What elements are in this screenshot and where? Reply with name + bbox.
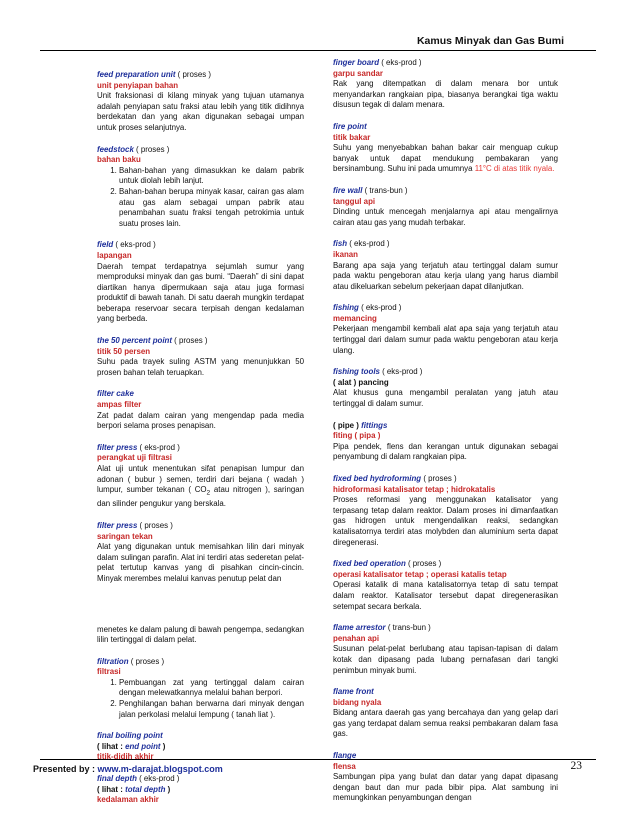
- entry-definition: Alat uji untuk menentukan sifat penapisan lumpur dan adonan ( bubur ) semen, terdiri dari bejana ( wadah ) lumpur, sumber tekanan ( $CO_2$ atau nitrogen ), saringan dan silinder pengukur yang berskala.: [97, 464, 304, 509]
- entry-translation: perangkat uji filtrasi: [97, 453, 172, 463]
- entry-final-depth: [97, 774, 304, 806]
- entry-term: finger board: [333, 58, 380, 67]
- entry-category: ( eks-prod ): [137, 442, 180, 452]
- page-number: 23: [570, 760, 582, 772]
- entry-term: filter press: [97, 520, 138, 530]
- footer-divider: [40, 759, 596, 760]
- entry-definition: Suhu yang menyebabkan bahan bakar cair menguap cukup banyak untuk dapat mendukung pembakaran yang bersinambung. Suhu ini pada umumnya 11°C di atas titik nyala.: [333, 143, 558, 174]
- entry-see-also: ( lihat : total depth ): [97, 784, 171, 794]
- footer-link[interactable]: www.m-darajat.blogspot.com: [97, 764, 223, 774]
- entry-term: feed preparation unit: [97, 70, 176, 79]
- highlighted-text: 11°C di atas titik nyala.: [474, 164, 555, 174]
- entry-category: ( eks-prod ): [379, 58, 422, 67]
- entry-filter-press-eks-prod: [97, 443, 304, 510]
- entry-translation: fiting ( pipa ): [333, 431, 381, 441]
- entry-term: fish: [333, 239, 348, 249]
- entry-translation: lapangan: [97, 250, 132, 260]
- entry-category: ( proses ): [137, 520, 173, 530]
- entry-definition: Alat khusus guna mengambil peralatan yang jatuh atau tertinggal di dalam sumur.: [333, 388, 558, 409]
- entry-term: final depth: [97, 774, 137, 784]
- entry-definition-list: [97, 166, 304, 230]
- entry-fishing-tools: [333, 367, 558, 409]
- entry-translation: titik-didih akhir: [97, 752, 154, 762]
- list-item: 1. Pembuangan zat yang tertinggal dalam cairan dengan melewatkannya melalui bahan berpori.: [119, 678, 304, 699]
- entry-term: field: [97, 240, 114, 250]
- entry-term: filter cake: [97, 389, 134, 399]
- entry-category: ( proses ): [128, 656, 165, 666]
- list-item: 2. Bahan-bahan berupa minyak kasar, cairan gas alam atau gas alam sebagai umpan pabrik atau penambahan suatu fraksi tengah petrokimia untuk suatu proses lain.: [119, 187, 304, 229]
- entry-term: final boiling point: [97, 731, 163, 741]
- entry-term: the 50 percent point: [97, 336, 172, 346]
- entry-category: ( eks-prod ): [379, 367, 423, 377]
- entry-translation: unit penyiapan bahan: [97, 80, 179, 90]
- entry-definition: Rak yang ditempatkan di dalam menara bor untuk menyandarkan rangkaian pipa, biasanya berangkai tiga waktu disusun tegak di dalam menara.: [333, 79, 558, 110]
- entry-category: ( trans-bun ): [385, 623, 431, 633]
- entry-term: flange: [333, 751, 357, 761]
- page-header-title: Kamus Minyak dan Gas Bumi: [416, 35, 564, 47]
- entry-category: ( proses ): [171, 336, 208, 346]
- entry-filter-press-proses: [97, 521, 304, 646]
- entry-definition-continued: menetes ke dalam palung di bawah pengempa, sedangkan lilin tertinggal di dalam pelat.: [97, 624, 304, 645]
- header-divider: [40, 50, 596, 51]
- entry-definition: Susunan pelat-pelat berlubang atau tapisan-tapisan di dalam kotak dan dipasang pada lubang pernafasan dari tangki penimbun minyak bumi.: [333, 644, 558, 675]
- entry-see-also: ( lihat : end point ): [97, 741, 166, 751]
- entry-translation: saringan tekan: [97, 531, 153, 541]
- entry-definition: Proses reformasi yang menggunakan katalisator yang terpasang tetap dalam reaktor. Dalam proses ini dimanfaatkan gas hidrogen untuk mengendalikan reaksi, sedangkan katalisatornya terdiri atas molybden dan aluminium serta dapat diregenerasi.: [333, 495, 558, 547]
- entry-definition: Dinding untuk mencegah menjalarnya api atau mengalirnya cairan atau gas yang mudah terbakar.: [333, 207, 558, 227]
- entry-definition: Sambungan pipa yang bulat dan datar yang dapat dipasang dengan baut dan mur pada bibir pipa. Alat sambung ini memungkinkan penyambungan dengan: [333, 772, 558, 803]
- entry-category: ( eks-prod ): [347, 239, 390, 249]
- entry-term: fire point: [333, 121, 367, 131]
- entry-definition: Operasi katalik di mana katalisatornya tetap di satu tempat dalam reaktor. Katalisator tersebut dapat diregenerasikan setempat secara berkala.: [333, 580, 558, 611]
- entry-field: [97, 240, 304, 325]
- entry-term: fixed bed hydroforming: [333, 474, 422, 483]
- entry-definition: Barang apa saja yang terjatuh atau tertinggal dalam sumur pada waktu pengeboran atau kerja ulang yang harus diambil atau dikeluarkan sebelum pekerjaan dapat dilanjutkan.: [333, 260, 558, 291]
- entry-translation: memancing: [333, 313, 377, 323]
- entry-fish: [333, 239, 558, 292]
- entry-translation: bidang nyala: [333, 697, 382, 707]
- entry-flame-front: [333, 687, 558, 740]
- entry-definition: Suhu pada trayek suling ASTM yang menunjukkan 50 prosen bahan telah teruapkan.: [97, 357, 304, 377]
- list-item: 2. Penghilangan bahan berwarna dari minyak dengan jalan perkolasi melalui lempung ( tanah liat ).: [119, 699, 304, 720]
- entry-category: ( proses ): [133, 144, 170, 154]
- entry-translation: ( alat ) pancing: [333, 377, 389, 387]
- entry-category: ( proses ): [421, 474, 457, 483]
- footer: [33, 764, 223, 774]
- entry-term-prefix: ( pipe ): [333, 420, 362, 430]
- entry-category: ( eks-prod ): [113, 240, 156, 250]
- entry-translation: titik 50 persen: [97, 346, 151, 356]
- entry-category: ( eks-prod ): [358, 303, 402, 313]
- entry-translation: ampas filter: [97, 400, 142, 410]
- entry-filtration: [97, 657, 304, 721]
- entry-translation: operasi katalisator tetap ; operasi katalis tetap: [333, 569, 507, 579]
- entry-finger-board: [333, 58, 558, 111]
- entry-term: filter press: [97, 442, 138, 452]
- right-column: [333, 58, 558, 815]
- subscript: 2: [206, 489, 211, 497]
- entry-pipe-fittings: [333, 421, 558, 463]
- entry-definition: Pekerjaan mengambil kembali alat apa saja yang terjatuh atau tertinggal dari dalam sumur pada waktu pengeboran atau kerja ulang.: [333, 324, 558, 355]
- entry-flame-arrestor: [333, 623, 558, 676]
- entry-term: fishing: [333, 303, 359, 313]
- entry-translation: garpu sandar: [333, 68, 383, 78]
- entry-term: fittings: [361, 420, 388, 430]
- entry-fixed-bed-operation: [333, 559, 558, 612]
- entry-fixed-bed-hydroforming: [333, 474, 558, 548]
- entry-definition: Zat padat dalam cairan yang mengendap pada media berpori selama proses penapisan.: [97, 410, 304, 431]
- entry-fire-wall: [333, 186, 558, 228]
- entry-translation: flensa: [333, 761, 356, 771]
- entry-filter-cake: [97, 389, 304, 431]
- entry-term: fire wall: [333, 185, 363, 195]
- entry-category: ( proses ): [175, 70, 211, 79]
- entry-term: feedstock: [97, 144, 134, 154]
- entry-category: ( trans-bun ): [362, 185, 408, 195]
- entry-translation: penahan api: [333, 633, 380, 643]
- entry-term: fishing tools: [333, 367, 380, 377]
- entry-translation: hidroformasi katalisator tetap ; hidrokatalis: [333, 484, 496, 494]
- entry-translation: bahan baku: [97, 155, 141, 165]
- footer-label: Presented by :: [33, 764, 96, 774]
- entry-fire-point: [333, 122, 558, 175]
- entry-translation: filtrasi: [97, 667, 121, 677]
- entry-50-percent-point: [97, 336, 304, 378]
- entry-term: flame front: [333, 687, 374, 697]
- entry-fishing: [333, 303, 558, 356]
- list-item: 1. Bahan-bahan yang dimasukkan ke dalam pabrik untuk diolah lebih lanjut.: [119, 166, 304, 187]
- entry-definition: Daerah tempat terdapatnya sejumlah sumur yang memproduksi minyak dan gas bumi. “Daerah” di sini dapat diartikan hanya dipermukaan saja atau juga formasi produktif di bawah tanah. Di satu daerah mungkin terdapat beberapa reservoar secara terpisah dengan kedalaman yang berbeda.: [97, 261, 304, 324]
- entry-definition: Unit fraksionasi di kilang minyak yang tujuan utamanya adalah penyiapan satu fraksi atau lebih yang titik didihnya berdekatan dan yang akan digunakan sebagai umpan untuk proses selanjutnya.: [97, 91, 304, 132]
- entry-term: filtration: [97, 656, 129, 666]
- entry-feed-preparation-unit: [97, 70, 304, 134]
- entry-definition: Alat yang digunakan untuk memisahkan lilin dari minyak dalam sulingan parafin. Alat ini terdiri atas sederetan pelat-pelat tertutup kanvas yang di pisahkan cincin-cincin. Minyak merembes melalui kanvas penutup pelat dan: [97, 542, 304, 583]
- left-column: [97, 70, 304, 817]
- entry-term: fixed bed operation: [333, 559, 406, 569]
- entry-category: ( proses ): [405, 559, 442, 569]
- entry-translation: kedalaman akhir: [97, 795, 159, 805]
- entry-definition-list: [97, 678, 304, 720]
- entry-translation: tanggul api: [333, 196, 376, 206]
- blank-gap: [97, 585, 304, 625]
- entry-translation: ikanan: [333, 249, 358, 259]
- entry-term: flame arrestor: [333, 623, 386, 633]
- entry-definition: Bidang antara daerah gas yang bercahaya dan yang gelap dari gas yang terdapat dalam semua reaksi pembakaran dalam fasa gas.: [333, 708, 558, 739]
- entry-definition: Pipa pendek, flens dan kerangan untuk digunakan sebagai penyambung di dalam rangkaian pipa.: [333, 441, 558, 462]
- entry-category: ( eks-prod ): [136, 774, 180, 784]
- entry-feedstock: [97, 145, 304, 230]
- entry-translation: titik bakar: [333, 132, 371, 142]
